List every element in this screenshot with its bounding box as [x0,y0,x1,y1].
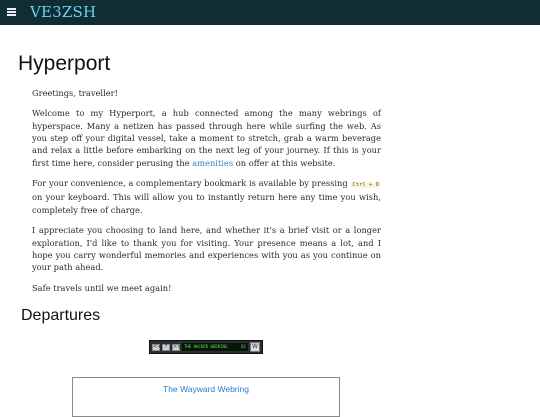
keyboard-shortcut: Ctrl + D [352,182,379,189]
departures-heading: Departures [21,307,101,324]
page-title: Hyperport [18,52,111,75]
bookmark-text-end: on your keyboard. This will allow you to instantly return here any time you wish, completely free of charge. [32,192,381,215]
amenities-link[interactable]: amenities [192,157,234,168]
top-navigation-bar [0,0,540,25]
webring-random-button[interactable]: ? [162,344,170,351]
wayward-webring-box [72,377,340,417]
bookmark-paragraph [32,177,381,216]
webring-prev-button[interactable]: << [153,343,162,350]
intro-content [32,87,381,302]
welcome-text: Welcome to my Hyperport, a hub connected among the many webrings of hyperspace. Many a netizen has passed through here while surfing the web. As you step off your digital vessel, take a moment to stretch, grab a warm beverage and relax a little before embarking on the next leg of your journey. If this is your first time here, consider perusing the [32,108,381,168]
wayward-webring-link[interactable]: The Wayward Webring [163,384,249,394]
farewell-paragraph: Safe travels until we meet again! [32,282,172,293]
thanks-paragraph: I appreciate you choosing to land here, and whether it's a brief visit or a longer exploration, I'd like to thank you for visiting. Your presence means a lot, and I hope you carry wonderful memories and experiences with you as you continue on your path ahead. [32,225,381,273]
webring-widget [149,340,263,354]
webring-logo-icon[interactable]: W [250,342,260,352]
hamburger-menu-icon[interactable] [7,8,16,16]
site-brand-link[interactable]: VE3ZSH [30,3,97,21]
welcome-text-end: on offer at this website. [233,157,336,168]
welcome-paragraph [32,107,381,168]
webring-display-text: THE HACKER WEBRING [184,344,228,349]
bookmark-text: For your convenience, a complementary bookmark is available by pressing [32,178,351,189]
webring-display [182,343,248,351]
webring-display-counter: 01 [241,344,246,349]
greeting-paragraph: Greetings, traveller! [32,88,118,98]
webring-next-button[interactable]: >> [173,343,182,350]
